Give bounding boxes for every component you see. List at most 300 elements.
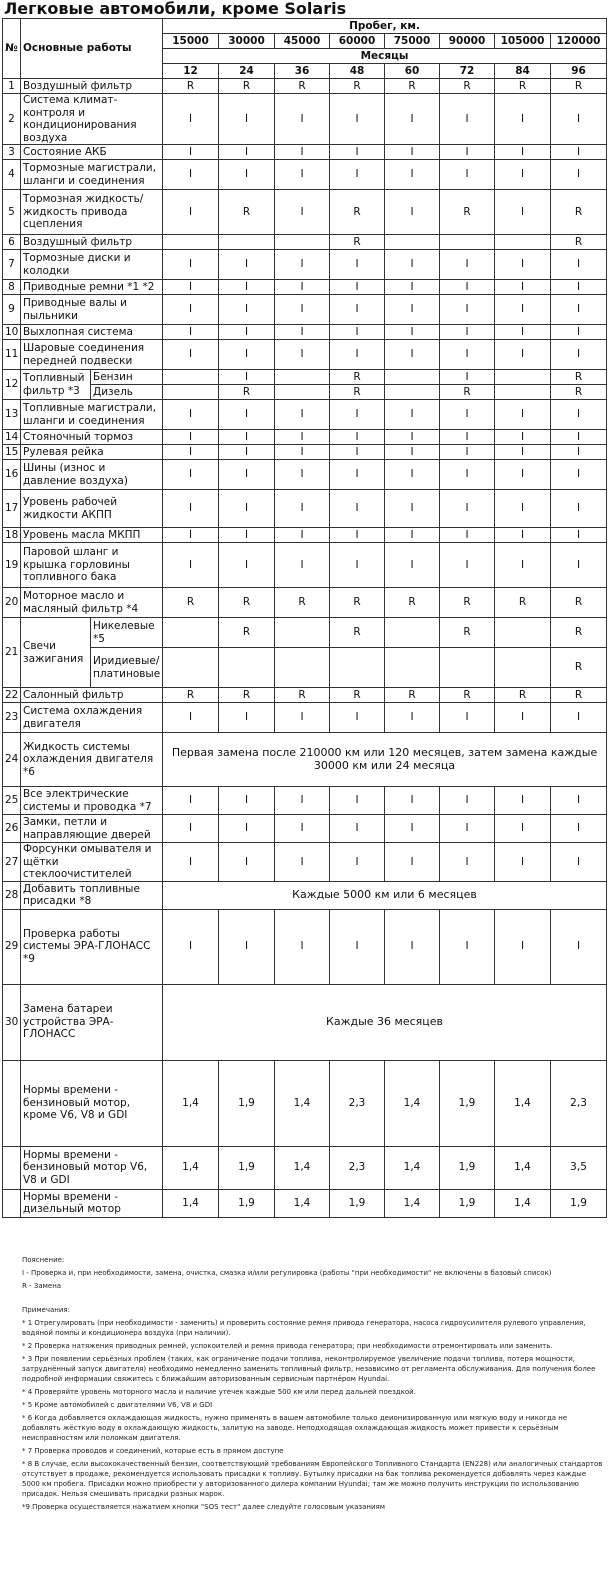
schedule-cell: I <box>219 528 275 543</box>
schedule-cell: I <box>163 787 219 815</box>
schedule-cell: I <box>219 250 275 280</box>
schedule-cell: I <box>495 340 551 370</box>
schedule-cell: R <box>551 648 607 688</box>
schedule-cell: 2,3 <box>551 1060 607 1146</box>
schedule-cell: I <box>551 145 607 160</box>
schedule-cell: R <box>163 688 219 703</box>
schedule-cell: I <box>163 490 219 528</box>
schedule-cell: I <box>385 843 440 882</box>
schedule-cell: I <box>440 445 495 460</box>
header-mileage: 90000 <box>440 34 495 49</box>
schedule-cell: I <box>163 528 219 543</box>
schedule-cell: I <box>551 295 607 325</box>
schedule-cell <box>275 370 330 385</box>
schedule-cell: I <box>330 787 385 815</box>
row-number: 19 <box>3 543 21 588</box>
schedule-cell: I <box>219 430 275 445</box>
table-row <box>3 1189 607 1217</box>
schedule-cell: R <box>495 688 551 703</box>
schedule-cell: I <box>330 295 385 325</box>
schedule-cell: I <box>440 543 495 588</box>
row-number <box>3 1146 21 1189</box>
table-row <box>3 815 607 843</box>
schedule-cell: I <box>440 160 495 190</box>
schedule-cell: I <box>330 460 385 490</box>
table-row <box>3 588 607 618</box>
row-label: Нормы времени - дизельный мотор <box>21 1189 163 1217</box>
schedule-cell: I <box>551 325 607 340</box>
schedule-cell: R <box>495 79 551 94</box>
schedule-cell: I <box>495 528 551 543</box>
schedule-cell: I <box>440 430 495 445</box>
row-label: Рулевая рейка <box>21 445 163 460</box>
schedule-cell: R <box>330 190 385 235</box>
schedule-cell: I <box>219 400 275 430</box>
schedule-cell: R <box>440 385 495 400</box>
schedule-cell: I <box>275 145 330 160</box>
schedule-cell: I <box>163 909 219 984</box>
schedule-cell: I <box>163 94 219 145</box>
row-number: 1 <box>3 79 21 94</box>
header-mileage: 105000 <box>495 34 551 49</box>
schedule-cell: 1,4 <box>385 1060 440 1146</box>
schedule-cell: I <box>440 94 495 145</box>
schedule-cell: R <box>385 79 440 94</box>
schedule-cell: I <box>330 909 385 984</box>
notes-section <box>22 1255 604 1515</box>
schedule-cell <box>275 385 330 400</box>
schedule-cell <box>385 235 440 250</box>
row-number: 22 <box>3 688 21 703</box>
schedule-cell: I <box>330 843 385 882</box>
schedule-cell: I <box>495 703 551 733</box>
table-row <box>3 430 607 445</box>
schedule-cell: I <box>219 94 275 145</box>
schedule-cell: R <box>330 385 385 400</box>
legend-item: I - Проверка и, при необходимости, замена, очистка, смазка и/или регулировка (работы "при необходимости" не включены в базовый список) <box>22 1269 552 1277</box>
header-month: 36 <box>275 64 330 79</box>
table-row <box>3 787 607 815</box>
schedule-cell: I <box>495 400 551 430</box>
header-month: 84 <box>495 64 551 79</box>
schedule-cell: R <box>330 618 385 648</box>
row-label: Все электрические системы и проводка *7 <box>21 787 163 815</box>
schedule-cell: I <box>275 528 330 543</box>
schedule-cell: R <box>163 79 219 94</box>
row-number <box>3 1189 21 1217</box>
header-mileage: 75000 <box>385 34 440 49</box>
schedule-cell <box>440 648 495 688</box>
schedule-cell: I <box>275 340 330 370</box>
row-number: 24 <box>3 733 21 787</box>
schedule-cell: R <box>330 588 385 618</box>
schedule-cell: I <box>495 445 551 460</box>
row-label: Замки, петли и направляющие дверей <box>21 815 163 843</box>
schedule-cell: I <box>495 94 551 145</box>
table-row <box>3 688 607 703</box>
schedule-cell: I <box>163 703 219 733</box>
schedule-cell: R <box>385 688 440 703</box>
table-row <box>3 490 607 528</box>
schedule-cell: I <box>163 325 219 340</box>
schedule-cell: I <box>495 280 551 295</box>
schedule-cell: I <box>385 280 440 295</box>
schedule-cell: 1,9 <box>440 1146 495 1189</box>
table-row <box>3 843 607 882</box>
schedule-cell: 1,4 <box>495 1146 551 1189</box>
schedule-cell: I <box>551 909 607 984</box>
schedule-cell: R <box>219 688 275 703</box>
schedule-cell: I <box>330 543 385 588</box>
schedule-cell: I <box>275 815 330 843</box>
schedule-cell: I <box>219 843 275 882</box>
schedule-cell <box>275 648 330 688</box>
schedule-cell: R <box>219 588 275 618</box>
schedule-cell: I <box>163 460 219 490</box>
schedule-cell: R <box>275 79 330 94</box>
remark-item: *9 Проверка осуществляется нажатием кнопки "SOS тест" далее следуйте голосовым указаниям <box>22 1503 386 1511</box>
schedule-cell: I <box>275 94 330 145</box>
schedule-cell: I <box>385 490 440 528</box>
schedule-cell: I <box>275 909 330 984</box>
table-row <box>3 385 607 400</box>
schedule-cell: 1,4 <box>275 1146 330 1189</box>
table-row <box>3 1146 607 1189</box>
header-mileage: 30000 <box>219 34 275 49</box>
schedule-cell: R <box>551 79 607 94</box>
schedule-cell: I <box>330 340 385 370</box>
schedule-cell: R <box>163 588 219 618</box>
table-row <box>3 618 607 648</box>
schedule-cell: R <box>551 190 607 235</box>
header-month: 60 <box>385 64 440 79</box>
schedule-cell: I <box>551 280 607 295</box>
row-sublabel: Бензин <box>91 370 163 385</box>
schedule-cell: I <box>551 703 607 733</box>
header-month: 96 <box>551 64 607 79</box>
schedule-cell <box>163 370 219 385</box>
row-label: Система охлаждения двигателя <box>21 703 163 733</box>
schedule-cell: I <box>219 160 275 190</box>
schedule-cell: 2,3 <box>330 1146 385 1189</box>
row-sublabel: Дизель <box>91 385 163 400</box>
schedule-cell: I <box>385 528 440 543</box>
schedule-cell: I <box>440 909 495 984</box>
schedule-cell: I <box>219 280 275 295</box>
schedule-cell: 1,4 <box>163 1060 219 1146</box>
schedule-cell <box>495 370 551 385</box>
row-number: 5 <box>3 190 21 235</box>
schedule-cell: R <box>440 618 495 648</box>
schedule-cell: I <box>330 94 385 145</box>
schedule-cell: 1,9 <box>219 1060 275 1146</box>
schedule-cell: I <box>440 280 495 295</box>
remark-item: * 7 Проверка проводов и соединений, которые есть в прямом доступе <box>22 1447 284 1455</box>
schedule-cell: R <box>330 235 385 250</box>
schedule-cell: I <box>330 703 385 733</box>
row-number: 9 <box>3 295 21 325</box>
schedule-cell: I <box>551 528 607 543</box>
schedule-cell <box>163 648 219 688</box>
row-label: Жидкость системы охлаждения двигателя *6 <box>21 733 163 787</box>
schedule-cell: R <box>551 235 607 250</box>
page-title: Легковые автомобили, кроме Solaris <box>4 0 347 18</box>
remarks-heading: Примечания: <box>22 1306 70 1314</box>
schedule-cell: I <box>163 400 219 430</box>
schedule-cell: I <box>551 430 607 445</box>
schedule-cell: I <box>495 250 551 280</box>
schedule-cell <box>385 648 440 688</box>
schedule-cell: I <box>275 160 330 190</box>
schedule-cell <box>440 235 495 250</box>
schedule-cell: I <box>385 909 440 984</box>
header-mileage: 45000 <box>275 34 330 49</box>
schedule-cell: I <box>385 787 440 815</box>
schedule-cell: I <box>551 340 607 370</box>
table-row <box>3 145 607 160</box>
row-label: Топливный фильтр *3 <box>21 370 91 400</box>
schedule-cell: I <box>330 280 385 295</box>
schedule-cell: I <box>551 160 607 190</box>
table-row <box>3 340 607 370</box>
schedule-cell: I <box>330 325 385 340</box>
schedule-cell <box>163 618 219 648</box>
schedule-cell: R <box>219 79 275 94</box>
schedule-cell <box>385 618 440 648</box>
row-label: Приводные ремни *1 *2 <box>21 280 163 295</box>
table-row <box>3 648 607 688</box>
maintenance-table <box>2 18 607 1218</box>
row-label: Выхлопная система <box>21 325 163 340</box>
table-row <box>3 190 607 235</box>
row-label: Уровень масла МКПП <box>21 528 163 543</box>
row-label: Шаровые соединения передней подвески <box>21 340 163 370</box>
schedule-cell: I <box>275 280 330 295</box>
schedule-cell: R <box>219 385 275 400</box>
schedule-cell: I <box>163 340 219 370</box>
schedule-cell: I <box>440 703 495 733</box>
header-month: 24 <box>219 64 275 79</box>
schedule-cell: I <box>275 250 330 280</box>
schedule-cell: I <box>275 190 330 235</box>
row-number: 25 <box>3 787 21 815</box>
schedule-cell: I <box>495 190 551 235</box>
remark-item: * 4 Проверяйте уровень моторного масла и наличие утечек каждые 500 км или перед дальней поездкой. <box>22 1388 416 1396</box>
schedule-cell: I <box>219 325 275 340</box>
schedule-cell: I <box>330 160 385 190</box>
schedule-cell: 1,4 <box>385 1146 440 1189</box>
schedule-cell: I <box>275 325 330 340</box>
schedule-cell: R <box>551 370 607 385</box>
row-label: Топливные магистрали, шланги и соединения <box>21 400 163 430</box>
row-number: 2 <box>3 94 21 145</box>
schedule-cell: I <box>330 445 385 460</box>
schedule-cell: R <box>551 688 607 703</box>
schedule-cell: 1,4 <box>163 1189 219 1217</box>
schedule-cell: 3,5 <box>551 1146 607 1189</box>
schedule-cell: R <box>440 688 495 703</box>
schedule-cell: I <box>330 400 385 430</box>
row-label: Стояночный тормоз <box>21 430 163 445</box>
schedule-cell: 1,9 <box>219 1189 275 1217</box>
legend-item: R - Замена <box>22 1282 62 1290</box>
schedule-cell <box>275 618 330 648</box>
schedule-cell: I <box>330 250 385 280</box>
row-label: Воздушный фильтр <box>21 235 163 250</box>
schedule-cell: I <box>495 909 551 984</box>
table-row <box>3 280 607 295</box>
row-label: Салонный фильтр <box>21 688 163 703</box>
table-row <box>3 984 607 1060</box>
schedule-cell: I <box>385 160 440 190</box>
schedule-cell: I <box>219 460 275 490</box>
schedule-cell: I <box>275 787 330 815</box>
table-row <box>3 295 607 325</box>
schedule-cell: I <box>440 325 495 340</box>
table-row <box>3 460 607 490</box>
header-row-mileage <box>3 19 607 34</box>
row-number: 4 <box>3 160 21 190</box>
schedule-cell: 1,4 <box>385 1189 440 1217</box>
schedule-cell: I <box>440 843 495 882</box>
schedule-cell: I <box>440 815 495 843</box>
row-number: 15 <box>3 445 21 460</box>
schedule-cell: I <box>440 340 495 370</box>
schedule-cell: I <box>440 528 495 543</box>
schedule-cell: I <box>551 94 607 145</box>
schedule-cell: I <box>163 145 219 160</box>
schedule-cell: I <box>551 400 607 430</box>
schedule-cell: I <box>385 815 440 843</box>
remark-item: * 3 При появлении серьёзных проблем (таких, как ограничение подачи топлива, неконтролируемое увеличение подачи топлива, потеря мощности, затруднённый запуск двигателя) необходимо немедленно заменить топливный фильтр, независимо от регламента обслуживания. Для получения более подробной информации свяжитесь с ближайшим авторизованным сервисным партнёром Hyundai. <box>22 1355 596 1383</box>
schedule-cell: I <box>495 787 551 815</box>
remarks-list <box>22 1318 604 1512</box>
header-mileage-label: Пробег, км. <box>163 19 607 34</box>
schedule-cell: I <box>275 490 330 528</box>
schedule-cell <box>219 235 275 250</box>
table-row <box>3 325 607 340</box>
schedule-cell: I <box>275 543 330 588</box>
schedule-cell <box>275 235 330 250</box>
table-row <box>3 370 607 385</box>
schedule-cell: I <box>440 370 495 385</box>
schedule-cell: I <box>551 460 607 490</box>
schedule-cell: R <box>551 385 607 400</box>
header-mileage: 15000 <box>163 34 219 49</box>
row-label: Тормозные диски и колодки <box>21 250 163 280</box>
schedule-cell: 1,9 <box>330 1189 385 1217</box>
schedule-cell: I <box>275 430 330 445</box>
schedule-cell: R <box>551 618 607 648</box>
row-number: 12 <box>3 370 21 400</box>
row-number: 14 <box>3 430 21 445</box>
row-number: 16 <box>3 460 21 490</box>
schedule-cell: I <box>275 295 330 325</box>
schedule-span-cell: Первая замена после 210000 км или 120 месяцев, затем замена каждые 30000 км или 24 месяца <box>163 733 607 787</box>
table-row <box>3 445 607 460</box>
schedule-cell: I <box>275 703 330 733</box>
schedule-cell: I <box>551 843 607 882</box>
row-label: Свечи зажигания <box>21 618 91 688</box>
table-row <box>3 250 607 280</box>
schedule-cell: I <box>440 490 495 528</box>
schedule-cell: I <box>495 430 551 445</box>
row-number: 11 <box>3 340 21 370</box>
schedule-cell: I <box>219 445 275 460</box>
row-sublabel: Иридиевые/ платиновые <box>91 648 163 688</box>
row-label: Нормы времени - бензиновый мотор, кроме V6, V8 и GDI <box>21 1060 163 1146</box>
schedule-cell: I <box>385 460 440 490</box>
schedule-cell: I <box>163 190 219 235</box>
schedule-cell: R <box>330 79 385 94</box>
schedule-cell <box>495 235 551 250</box>
header-mileage: 120000 <box>551 34 607 49</box>
table-row <box>3 703 607 733</box>
schedule-cell: I <box>551 490 607 528</box>
row-label: Паровой шланг и крышка горловины топливного бака <box>21 543 163 588</box>
row-number: 3 <box>3 145 21 160</box>
table-row <box>3 79 607 94</box>
header-month: 72 <box>440 64 495 79</box>
schedule-cell <box>219 648 275 688</box>
schedule-cell: R <box>219 190 275 235</box>
schedule-cell: I <box>495 815 551 843</box>
table-row <box>3 160 607 190</box>
row-label: Шины (износ и давление воздуха) <box>21 460 163 490</box>
header-num: № <box>3 19 21 79</box>
schedule-cell: I <box>385 325 440 340</box>
schedule-cell: I <box>440 295 495 325</box>
row-number: 27 <box>3 843 21 882</box>
schedule-cell: I <box>330 490 385 528</box>
schedule-cell: I <box>385 703 440 733</box>
schedule-cell: 1,9 <box>219 1146 275 1189</box>
schedule-cell: I <box>219 703 275 733</box>
schedule-cell: I <box>440 145 495 160</box>
schedule-cell: 1,4 <box>275 1189 330 1217</box>
schedule-cell: I <box>275 460 330 490</box>
row-number: 20 <box>3 588 21 618</box>
schedule-cell: R <box>440 190 495 235</box>
schedule-cell: 1,9 <box>551 1189 607 1217</box>
header-work: Основные работы <box>21 19 163 79</box>
schedule-cell: I <box>219 340 275 370</box>
row-number: 23 <box>3 703 21 733</box>
schedule-cell: 1,4 <box>495 1189 551 1217</box>
table-row <box>3 400 607 430</box>
schedule-cell: I <box>163 445 219 460</box>
schedule-cell <box>495 618 551 648</box>
schedule-cell <box>163 385 219 400</box>
schedule-cell: I <box>385 94 440 145</box>
schedule-cell: I <box>440 400 495 430</box>
row-number <box>3 1060 21 1146</box>
schedule-cell <box>330 648 385 688</box>
schedule-cell: R <box>330 688 385 703</box>
schedule-cell: R <box>330 370 385 385</box>
schedule-cell: I <box>495 145 551 160</box>
row-number: 18 <box>3 528 21 543</box>
row-label: Тормозная жидкость/жидкость привода сцепления <box>21 190 163 235</box>
schedule-cell: R <box>551 588 607 618</box>
schedule-cell: I <box>163 815 219 843</box>
row-number: 10 <box>3 325 21 340</box>
remark-item: * 1 Отрегулировать (при необходимости - заменить) и проверить состояние ремня привода генератора, насоса гидроусилителя рулевого управления, водяной помпы и кондиционера воздуха (при наличии). <box>22 1319 586 1337</box>
header-months-label: Месяцы <box>163 49 607 64</box>
row-label: Тормозные магистрали, шланги и соединения <box>21 160 163 190</box>
schedule-cell <box>385 370 440 385</box>
schedule-cell: I <box>385 340 440 370</box>
